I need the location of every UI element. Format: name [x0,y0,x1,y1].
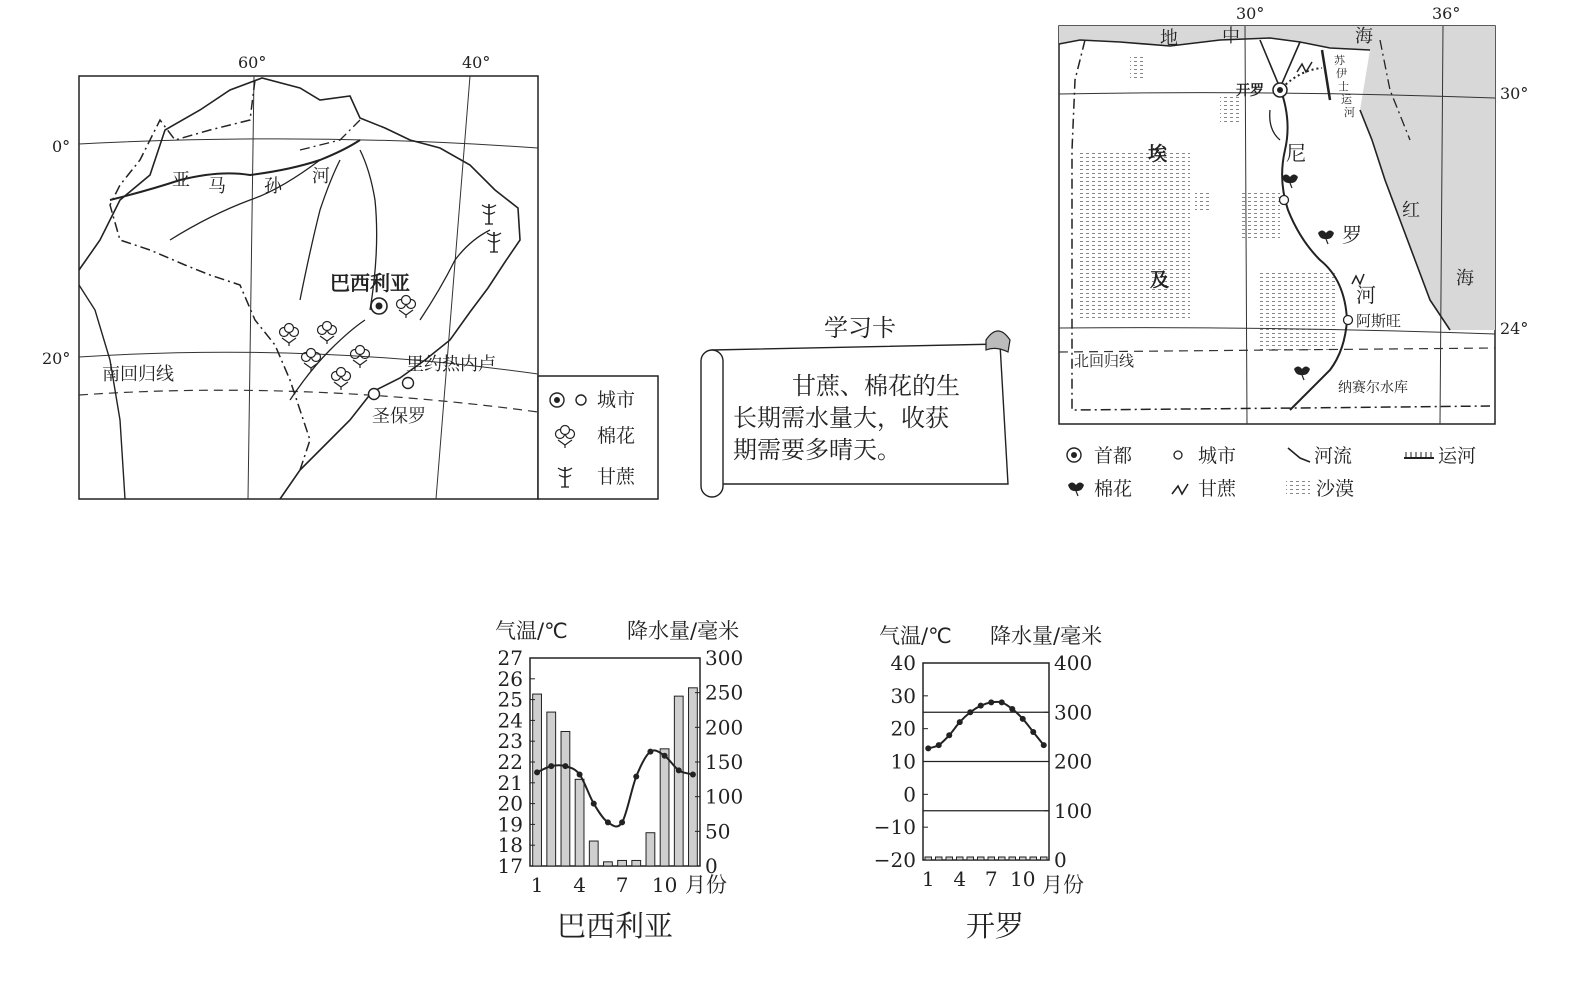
chart0-precip-bar [604,862,613,866]
chart1-precip-bar [935,857,942,860]
egypt-label-2: 及 [1150,269,1170,291]
chart0-temperature-point [577,771,583,777]
sao-paulo-marker [369,389,380,400]
legend-capital-icon-dot [554,397,560,403]
brazil-lon-60-label: 60° [238,53,267,72]
chart0-temp-tick-label: 27 [497,646,523,670]
suez-label-5: 河 [1344,106,1355,119]
chart1-x-axis-title: 月份 [1042,873,1084,897]
chart1-precip-tick-label: 200 [1054,749,1093,774]
red-sea-label-1: 红 [1402,200,1420,221]
chart0-x-tick-label: 1 [530,873,544,897]
chart1-precip-bar [977,857,984,860]
chart1-temp-tick-label: −20 [873,848,916,872]
chart1-temp-tick-label: 40 [890,651,916,675]
chart0-precip-tick-label: 100 [705,784,744,809]
aswan-marker [1344,316,1353,325]
chart0-precip-tick-label: 300 [705,646,744,670]
rio-label: 里约热内卢 [406,354,496,375]
chart0-temp-tick-label: 21 [497,770,523,795]
chart1-temp-tick-label: −10 [873,815,916,840]
chart0-precip-bar [533,694,542,866]
chart0-temp-tick-label: 23 [497,729,523,754]
brasilia-climate-chart [495,619,743,943]
egypt-legend-capital-label: 首都 [1094,445,1133,467]
chart0-precip-tick-label: 150 [705,750,744,774]
study-card [701,314,1010,497]
chart1-precip-tick-label: 300 [1054,700,1093,725]
egypt-legend-cotton-label: 棉花 [1094,478,1133,500]
scroll-right-curl [986,331,1010,352]
brasilia-marker-dot [376,303,383,310]
chart1-temperature-point [967,709,973,715]
chart0-precip-bar [561,731,570,866]
egypt-legend-desert-label: 沙漠 [1316,478,1355,500]
tropic-capricorn-label: 南回归线 [102,364,174,385]
amazon-label-1: 亚 [172,170,190,191]
nasser-label: 纳赛尔水库 [1338,380,1408,396]
chart0-temp-tick-label: 22 [497,750,523,774]
brazil-lat-0-label: 0° [52,137,71,156]
western-desert [1080,150,1190,320]
sao-paulo-label: 圣保罗 [372,406,426,427]
tropic-cancer-label: 北回归线 [1074,352,1135,370]
nile-label-1: 尼 [1286,141,1306,165]
cairo-climate-chart [874,624,1102,943]
chart0-temperature-point [548,763,554,769]
chart0-temp-tick-label: 26 [497,666,523,691]
chart1-temp-axis-title: 气温/℃ [879,624,952,648]
chart1-precip-bar [988,857,995,860]
chart1-temperature-point [1020,716,1026,722]
chart0-temp-tick-label: 25 [497,687,523,712]
chart1-x-tick-label: 4 [953,867,967,891]
city-marker [1280,196,1289,205]
study-card-line-2: 长期需水量大，收获 [733,404,949,432]
med-label-3: 海 [1355,26,1373,47]
nile-label-2: 罗 [1342,223,1362,247]
desert-patch-delta [1220,95,1240,125]
nile-label-3: 河 [1356,283,1376,307]
chart1-precip-bar [1009,857,1016,860]
aswan-label: 阿斯旺 [1356,312,1402,330]
chart1-temperature-point [936,742,942,748]
chart0-precip-bar [589,841,598,866]
chart1-precip-bar [946,857,953,860]
egypt-map [1059,4,1528,500]
red-sea-label-2: 海 [1456,268,1474,289]
chart0-temperature-point [647,749,653,755]
study-card-title: 学习卡 [824,314,896,342]
legend-canal-icon [1404,452,1434,458]
chart1-temperature-point [946,732,952,738]
legend-river-icon [1288,448,1310,462]
desert-patch-north [1130,55,1146,79]
desert-patch-small [1195,190,1209,210]
chart0-precip-tick-label: 50 [705,819,731,844]
suez-label-1: 苏 [1334,54,1345,67]
chart1-temperature-point [957,719,963,725]
suez-label-4: 运 [1341,93,1352,106]
chart0-temp-tick-label: 17 [497,854,523,878]
cairo-marker-dot [1277,87,1283,93]
scroll-left-roll [701,350,723,497]
chart0-temperature-point [690,771,696,777]
chart1-precip-bar [1030,857,1037,860]
chart0-x-axis-title: 月份 [685,873,727,897]
chart1-precip-bar [967,857,974,860]
chart0-title: 巴西利亚 [557,909,674,943]
chart1-temp-tick-label: 30 [890,683,916,708]
study-card-line-1: 甘蔗、棉花的生 [792,372,960,400]
chart0-x-tick-label: 4 [573,873,586,897]
amazon-label-3: 孙 [264,176,282,197]
chart1-temperature-point [1030,729,1036,735]
chart0-precip-tick-label: 200 [705,715,744,740]
chart0-temp-tick-label: 19 [497,812,523,837]
chart0-temperature-point [662,753,668,759]
chart0-temp-tick-label: 20 [497,791,523,816]
chart0-precip-axis-title: 降水量/毫米 [627,619,740,643]
chart0-temperature-point [534,769,540,775]
med-label-1: 地 [1160,28,1178,49]
brasilia-label: 巴西利亚 [330,271,410,295]
chart1-precip-tick-label: 400 [1054,651,1093,675]
legend-sugarcane-icon [1172,484,1188,494]
suez-label-2: 伊 [1336,67,1347,80]
study-card-line-3: 期需要多晴天。 [733,436,901,464]
egypt-legend-river-label: 河流 [1314,445,1353,467]
chart1-precip-axis-title: 降水量/毫米 [990,624,1103,648]
chart0-temp-axis-title: 气温/℃ [495,619,568,643]
brazil-legend-cotton-label: 棉花 [597,425,636,447]
legend-city-icon [576,395,586,405]
chart0-temperature-point [562,763,568,769]
chart0-temp-tick-label: 24 [497,708,523,733]
chart0-temperature-point [676,767,682,773]
chart1-temp-tick-label: 10 [890,749,916,774]
chart1-temperature-point [978,703,984,709]
egypt-lat-24-label: 24° [1500,319,1529,338]
chart1-precip-bar [998,857,1005,860]
chart1-temp-tick-label: 20 [890,716,916,741]
chart0-precip-bar [646,833,655,866]
chart1-temperature-point [1041,742,1047,748]
amazon-label-4: 河 [312,166,330,187]
egypt-legend-sugarcane-label: 甘蔗 [1198,478,1237,500]
brazil-legend-city-label: 城市 [597,389,636,411]
rio-marker [403,378,414,389]
desert-patch-south [1260,270,1335,350]
chart0-temperature-point [633,774,639,780]
chart0-precip-bar [547,712,556,866]
chart0-precip-tick-label: 0 [705,854,718,878]
legend-capital-icon-dot [1071,452,1077,458]
chart1-precip-bar [1019,857,1026,860]
legend-cotton-icon [1068,483,1084,497]
chart1-title: 开罗 [966,909,1025,943]
chart1-temp-tick-label: 0 [903,782,916,807]
chart0-precip-tick-label: 250 [705,680,744,705]
chart1-precip-tick-label: 0 [1054,848,1067,872]
chart0-x-tick-label: 7 [615,873,629,897]
egypt-legend-city-label: 城市 [1198,445,1237,467]
chart1-precip-bar [956,857,963,860]
chart1-x-tick-label: 7 [984,867,998,891]
suez-label-3: 士 [1338,80,1349,93]
legend-city-icon [1174,451,1182,459]
brazil-lat-20-label: 20° [42,349,71,368]
brazil-lon-40-label: 40° [462,53,491,72]
chart1-x-tick-label: 10 [1010,867,1036,891]
chart0-temp-tick-label: 18 [497,833,523,858]
med-label-2: 中 [1222,26,1240,47]
brazil-map [42,53,658,499]
chart0-precip-bar [632,860,641,866]
egypt-lon-36-label: 36° [1432,4,1461,23]
chart0-temperature-point [605,819,611,825]
egypt-legend-canal-label: 运河 [1438,445,1477,467]
cairo-label: 开罗 [1236,83,1264,99]
egypt-lat-30-label: 30° [1500,84,1529,103]
chart0-precip-bar [674,696,683,866]
chart1-temperature-point [988,699,994,705]
chart1-temperature-point [1009,706,1015,712]
chart0-precip-bar [660,749,669,866]
brazil-legend-sugarcane-label: 甘蔗 [597,466,636,488]
chart1-precip-tick-label: 100 [1054,798,1093,823]
chart1-temperature-point [999,699,1005,705]
chart0-temperature-point [591,801,597,807]
chart1-temperature-point [925,745,931,751]
chart0-x-tick-label: 10 [651,873,678,897]
chart0-temperature-point [619,819,625,825]
chart0-precip-bar [575,779,584,866]
legend-desert-icon [1286,481,1310,497]
egypt-lon-30-label: 30° [1236,4,1265,23]
amazon-label-2: 马 [208,176,226,197]
chart0-precip-bar [618,860,627,866]
chart1-x-tick-label: 1 [921,867,935,891]
egypt-label-1: 埃 [1148,143,1168,165]
